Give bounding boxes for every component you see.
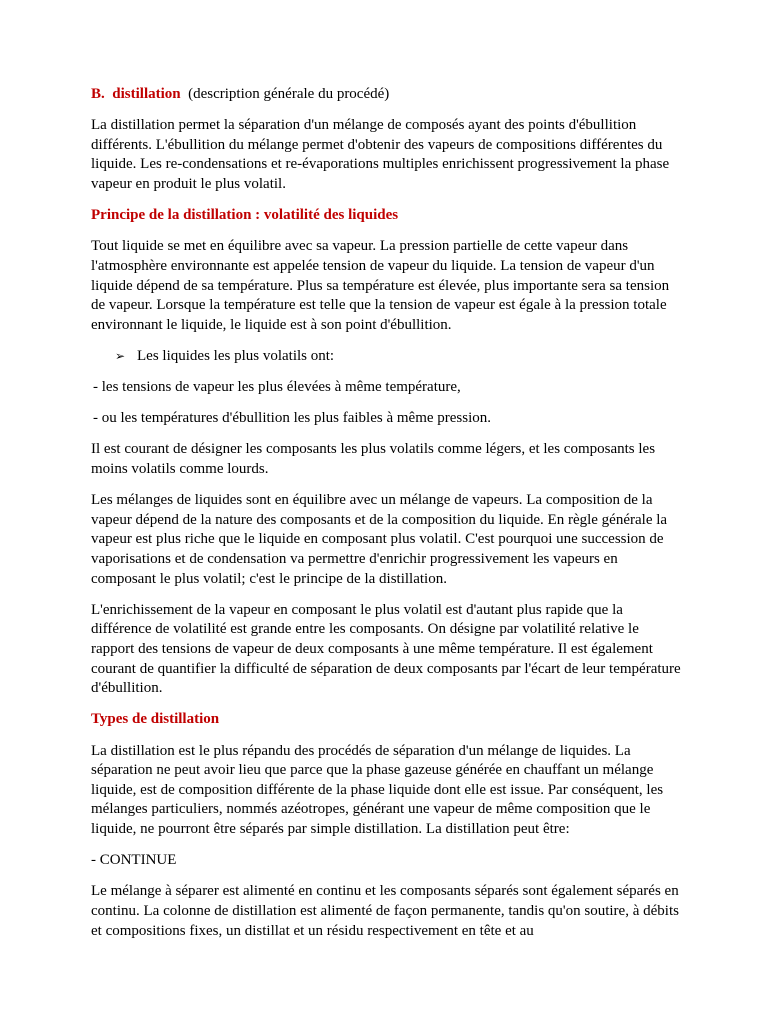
section-word: distillation bbox=[112, 86, 181, 102]
bullet-text: Les liquides les plus volatils ont: bbox=[137, 347, 335, 364]
document-page bbox=[91, 85, 681, 953]
mixtures-paragraph: Les mélanges de liquides sont en équilibre avec un mélange de vapeurs. La composition de la vapeur dépend de la nature des composants et de la composition du liquide. En règle générale la vapeur est plus riche que le liquide en composant plus volatil. C'est pourquoi une succession de vaporisations et de condensation va permettre d'enrichir progressivement les vapeurs en composant le plus volatil; c'est le principe de la distillation. bbox=[91, 492, 668, 587]
types-heading: Types de distillation bbox=[91, 711, 220, 728]
arrow-bullet-icon: ➢ bbox=[115, 348, 126, 363]
continue-label: - CONTINUE bbox=[91, 852, 177, 869]
bullet-item bbox=[91, 347, 681, 367]
section-number: B. bbox=[91, 86, 105, 102]
section-description: (description générale du procédé) bbox=[188, 86, 390, 102]
intro-paragraph: La distillation permet la séparation d'un mélange de composés ayant des points d'ébullition différents. L'ébullition du mélange permet d'obtenir des vapeurs de compositions différentes du liquide. Les re-condensations et re-évaporations multiples enrichissent progressivement la phase vapeur en produit le plus volatil. bbox=[91, 117, 670, 192]
dash-item-1: - les tensions de vapeur les plus élevées à même température, bbox=[93, 379, 461, 396]
section-title bbox=[91, 85, 681, 105]
types-paragraph: La distillation est le plus répandu des procédés de séparation d'un mélange de liquides. La séparation ne peut avoir lieu que parce que la phase gazeuse générée en chauffant un mélange liquide, est de composition différente de la phase liquide dont elle est issue. Par conséquent, les mélanges particuliers, nommés azéotropes, générant une vapeur de même composition que le liquide, ne pourront être séparés par simple distillation. La distillation peut être: bbox=[91, 742, 664, 837]
continue-paragraph: Le mélange à séparer est alimenté en continu et les composants séparés sont également séparés en continu. La colonne de distillation est alimenté de façon permanente, tandis qu'on soutire, à débits et compositions fixes, un distillat et un résidu respectivement en tête et au bbox=[91, 883, 679, 939]
enrichment-paragraph: L'enrichissement de la vapeur en composant le plus volatil est d'autant plus rapide que la différence de volatilité est grande entre les composants. On désigne par volatilité relative le rapport des tensions de vapeur de deux composants à une même température. Il est également courant de quantifier la difficulté de séparation de deux composants par l'écart de leur température d'ébullition. bbox=[91, 601, 681, 697]
principle-heading: Principe de la distillation : volatilité des liquides bbox=[91, 207, 399, 224]
light-heavy-paragraph: Il est courant de désigner les composants les plus volatils comme légers, et les composants les moins volatils comme lourds. bbox=[91, 441, 656, 478]
principle-paragraph: Tout liquide se met en équilibre avec sa vapeur. La pression partielle de cette vapeur dans l'atmosphère environnante est appelée tension de vapeur du liquide. La tension de vapeur d'un liquide dépend de sa température. Plus sa température est élevée, plus importante sera sa tension de vapeur. Lorsque la température est telle que la tension de vapeur est égale à la pression totale environnant le liquide, le liquide est à son point d'ébullition. bbox=[91, 238, 670, 333]
dash-item-2: - ou les températures d'ébullition les plus faibles à même pression. bbox=[93, 410, 492, 427]
